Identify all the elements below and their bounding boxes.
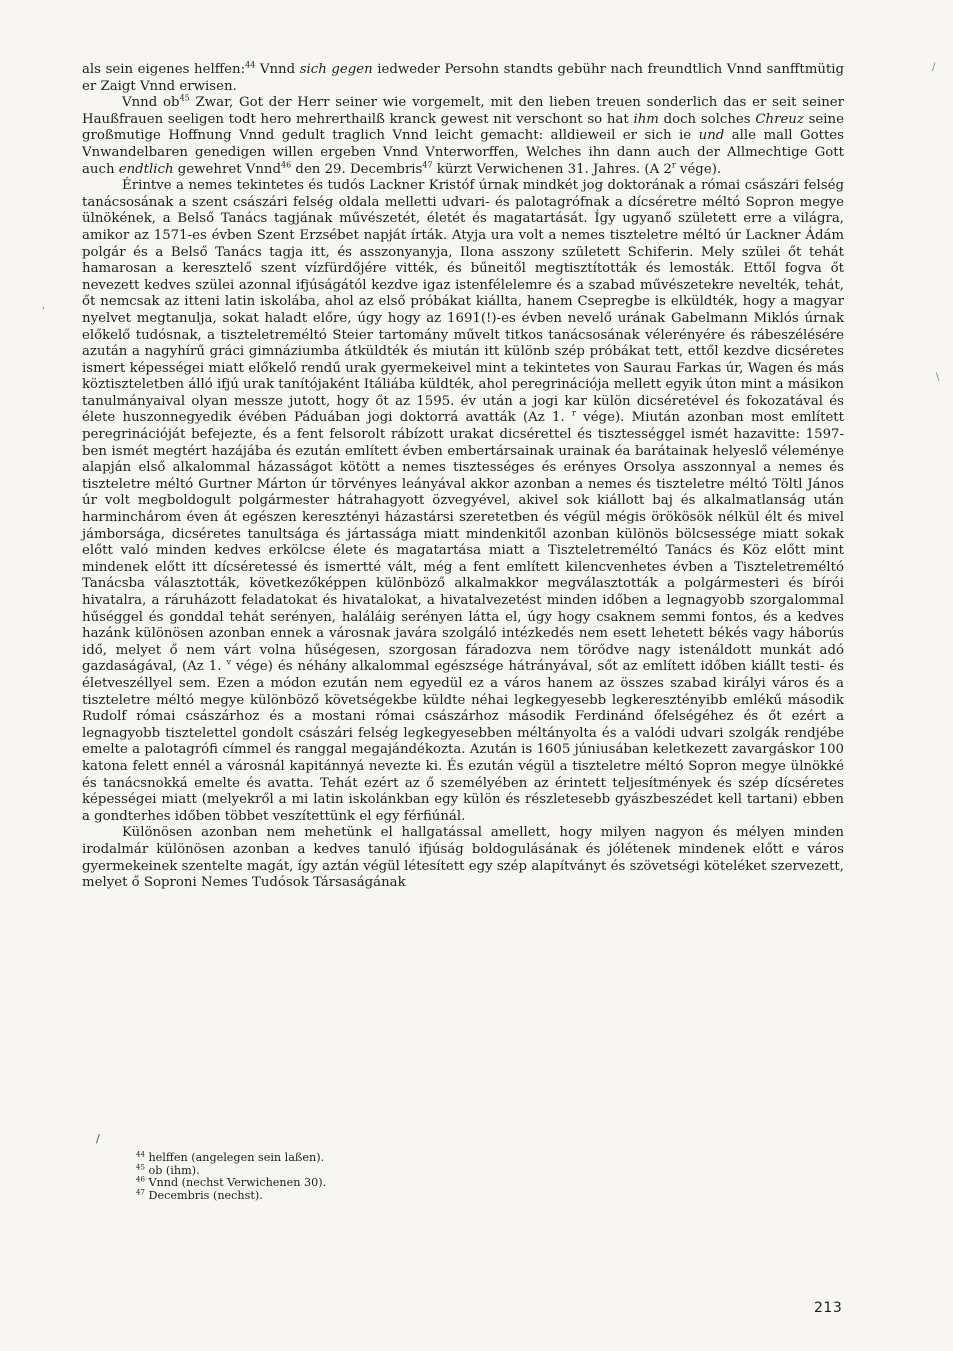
scan-mark: \	[936, 372, 940, 383]
footnote	[136, 1152, 636, 1165]
italic-run: ihm	[633, 111, 659, 127]
footnote-text: ob (ihm).	[144, 1163, 200, 1177]
footnote-text: Vnnd (nechst Verwichenen 30).	[144, 1176, 327, 1190]
text-run: vége) és néhány alkalommal egészsége hátrányával, sőt az említett időben kiállt testi- és életveszéllyel sem. Ezen a módon ezután nem egyedül ez a város hanem az összes szabad királyi város és a tiszteletre méltó megye különböző követségekbe küldte néhai legkegyesebb legkeresztényibb emlékű második Rudolf római császárhoz és a mostani római császárhoz második Ferdinánd őfelségéhez és őt ezért a legnagyobb tisztelettel gondolt császári felség legkegyesebben méltányolta és a valódi udvari szolgák rendjébe emelte a palotagrófi címmel és ranggal megajándékozta. Azután is 1605 júniusában keletkezett zavargáskor 100 katona felett ennél a városnál kapitánnyá nevezte ki. És ezután végül a tiszteletre méltó Sopron megye ülnökké és tanácsnokká emelte és avatta. Tehát ezért az ő személyében az érintett teljesítmények és szép dícséretes képességei miatt (melyekről a mi latin iskolánkban egy külön és részletesebb gyászbeszédet kell tartani) ebben a gondterhes időben többet veszítettünk el egy férfiúnál.	[82, 659, 845, 824]
footnote-text: helffen (angelegen sein laßen).	[144, 1151, 325, 1164]
text-run: als sein eigenes helffen:	[82, 62, 246, 77]
footnote	[136, 1190, 636, 1203]
text-run: Különösen azonban nem mehetünk el hallgatással amellett, hogy milyen nagyon és mélyen minden irodalmár különösen azonban a kedves tanuló ifjúság boldogulásának és jólétenek mindenek előtt e város gyermekeinek szentelte magát, így aztán végül létesített egy szép alapítványt és szövetségi köteléket szervezett, melyet ő Soproni Nemes Tudósok Társaságának	[82, 825, 844, 891]
footnote-ref: r	[572, 409, 576, 419]
text-run: seine großmutige Hoffnung Vnnd gedult traglich Vnnd leicht gemacht: alldieweil er sich ie	[82, 111, 844, 144]
paragraph	[82, 62, 844, 95]
italic-run: endtlich	[118, 161, 174, 177]
footnote-ref: v	[226, 657, 231, 667]
footnote-ref: 47	[422, 160, 433, 170]
text-run: den 29. Decembris	[291, 161, 423, 177]
footnote-number: 44	[136, 1150, 145, 1159]
main-text	[82, 62, 844, 892]
footnotes	[136, 1152, 636, 1202]
text-run: Vnnd	[255, 62, 300, 77]
text-run: Érintve a nemes tekintetes és tudós Lackner Kristóf úrnak mindkét jog doktorának a római császári felség tanácsosának a szent császári felség oldala melletti udvari- és palotagrófnak a dícséretre méltó Sopron megye ülnökének, a Belső Tanács tagjának művészetét, életét és magatartását. Így ugyanő született erre a világra, amikor az 1571-es évben Szent Erzsébet napját írták. Atyja ura volt a nemes tiszteletre méltó úr Lackner Ádám polgár és a Belső Tanács tagja itt, és asszonyanyja, Ilona asszony született Schiferin. Mely szülei őt tehát hamarosan a keresztelő szent vízfürdőjére vitték, és bűneitől megtisztították és lemosták. Ettől fogva őt nevezett kedves szülei azonnal ifjúságától kezdve igaz istenfélelemre és a szabad művészetekre nevelték, tehát, őt nemcsak az itteni latin iskolába, ahol az első próbákat kiállta, hanem Csepregbe is elküldték, hogy a magyar nyelvet megtanulja, sokat haladt előre, úgy hogy az 1691(!)-es évben nevelő urának Gabelmann Miklós úrnak előkelő tudósnak, a tiszteletreméltó Steier tartomány művelt titkos tanácsosának vélerényére és rábeszélésére azután a nagyhírű gráci gimnáziumba átküldték és miután itt különb szép próbákat tett, ettől kezdve dicséretes ismert képességei miatt előkelő rendű urak gyermekeivel mint a tekintetes von Saurau Farkas úr, Wagen és más köztiszteletben álló ifjú urak tanítójaként Itáliába küldték, ahol peregrinációja mellett egyik úton mint a másikon tanulmányaival olyan messze jutott, hogy őt az 1595. év után a jogi kar külön dicséretével és fokozatával és élete huszonnegyedik évében Páduában jogi doktorrá avatták (Az 1.	[82, 178, 844, 426]
text-run: vége). Miután azonban most említett peregrinációját befejezte, és a fent felsorolt rábízott urakat dicsérettel és tisztességgel ismét hazavitte: 1597-ben ismét megtért hazájába és ezután említett évben embertársainak urainak éa barátainak helyeslő véleménye alapján első alkalommal házasságot kötött a nemes tisztességes és erényes Orsolya asszonnyal a nemes és tiszteletre méltó Gurtner Márton úr törvényes leányával akkor azonban a nemes és tiszteletre méltó Töltl János úr volt megboldogult polgármester hátrahagyott özvegyével, akivel sok kiállott baj és alkalmatlanság után harminchárom éven át egészen keresztényi házastársi szeretetben és végül mégis örökösök nélkül élt és mivel jámborsága, dicséretes tanultsága és jártassága miatt mindenkitől azonban különös bölcsessége miatt sokak előtt való minden kedves erkölcse élete és magatartása miatt a Tiszteletreméltó Tanács és Köz előtt mint mindenek előtt itt dícséretessé és ismertté vált, még a fent említett kilencvenhetes évben a Tiszteletreméltó Tanácsba választották, következőképpen különböző alkalmakkor megválasztották a polgármesteri és bírói hivatalra, a ráruházott feladatokat és hivatalokat, a hivatalvezetést minden időben a legnagyobb szorgalommal hűséggel és gonddal tehát serényen, haláláig serényen látta el, úgy hogy csaknem semmi fontos, és a kedves hazánk különösen azonban ennek a városnak javára szolgáló intézkedés nem esett lehetett békés vagy háborús idő, melyet ő nem várt volna hűségesen, szorgosan fáradozva nem törődve nagy istenáldott munkát adó gazdaságával, (Az 1.	[82, 410, 844, 675]
text-run: doch solches	[658, 111, 756, 127]
footnote-ref: 44	[245, 60, 256, 70]
footnote-text: Decembris (nechst).	[144, 1188, 263, 1202]
footnote-number: 45	[136, 1162, 145, 1171]
footnote-mark: /	[96, 1132, 100, 1145]
italic-run: sich gegen	[299, 62, 373, 77]
footnote-ref: 45	[179, 93, 190, 103]
text-run: iedweder Persohn standts gebühr nach freundtlich Vnnd sanfftmütig er Zaigt Vnnd erwisen.	[82, 62, 845, 94]
paragraph	[82, 95, 844, 178]
footnote-ref: r	[671, 160, 676, 170]
scan-mark: /	[932, 62, 936, 73]
footnote-number: 46	[136, 1175, 145, 1184]
scan-mark: ,	[42, 300, 46, 311]
paragraph	[82, 825, 844, 891]
text-run: Vnnd ob	[122, 95, 180, 111]
text-run: kürzt Verwichenen 31. Jahres. (A 2	[432, 161, 672, 177]
italic-run: Chreuz	[755, 111, 804, 127]
footnote-number: 47	[136, 1188, 145, 1197]
italic-run: und	[698, 128, 725, 144]
page-number: 213	[814, 1300, 843, 1316]
text-run: gewehret Vnnd	[173, 161, 282, 177]
paragraph	[82, 178, 844, 825]
text-run: alle mall Gottes Vnwandelbaren genedigen willen ergeben Vnnd Vnterworffen, Welches ihn dann auch der Allmechtige Gott auch	[82, 128, 844, 177]
text-run: vége).	[675, 161, 722, 177]
text-run: Zwar, Got der Herr seiner wie vorgemelt, mit den lieben treuen sonderlich das er seit seiner Haußfrauen seeligen todt hero mehrerthailß kranck gewest nit verschont so hat	[82, 95, 844, 127]
footnote-ref: 46	[281, 160, 292, 170]
